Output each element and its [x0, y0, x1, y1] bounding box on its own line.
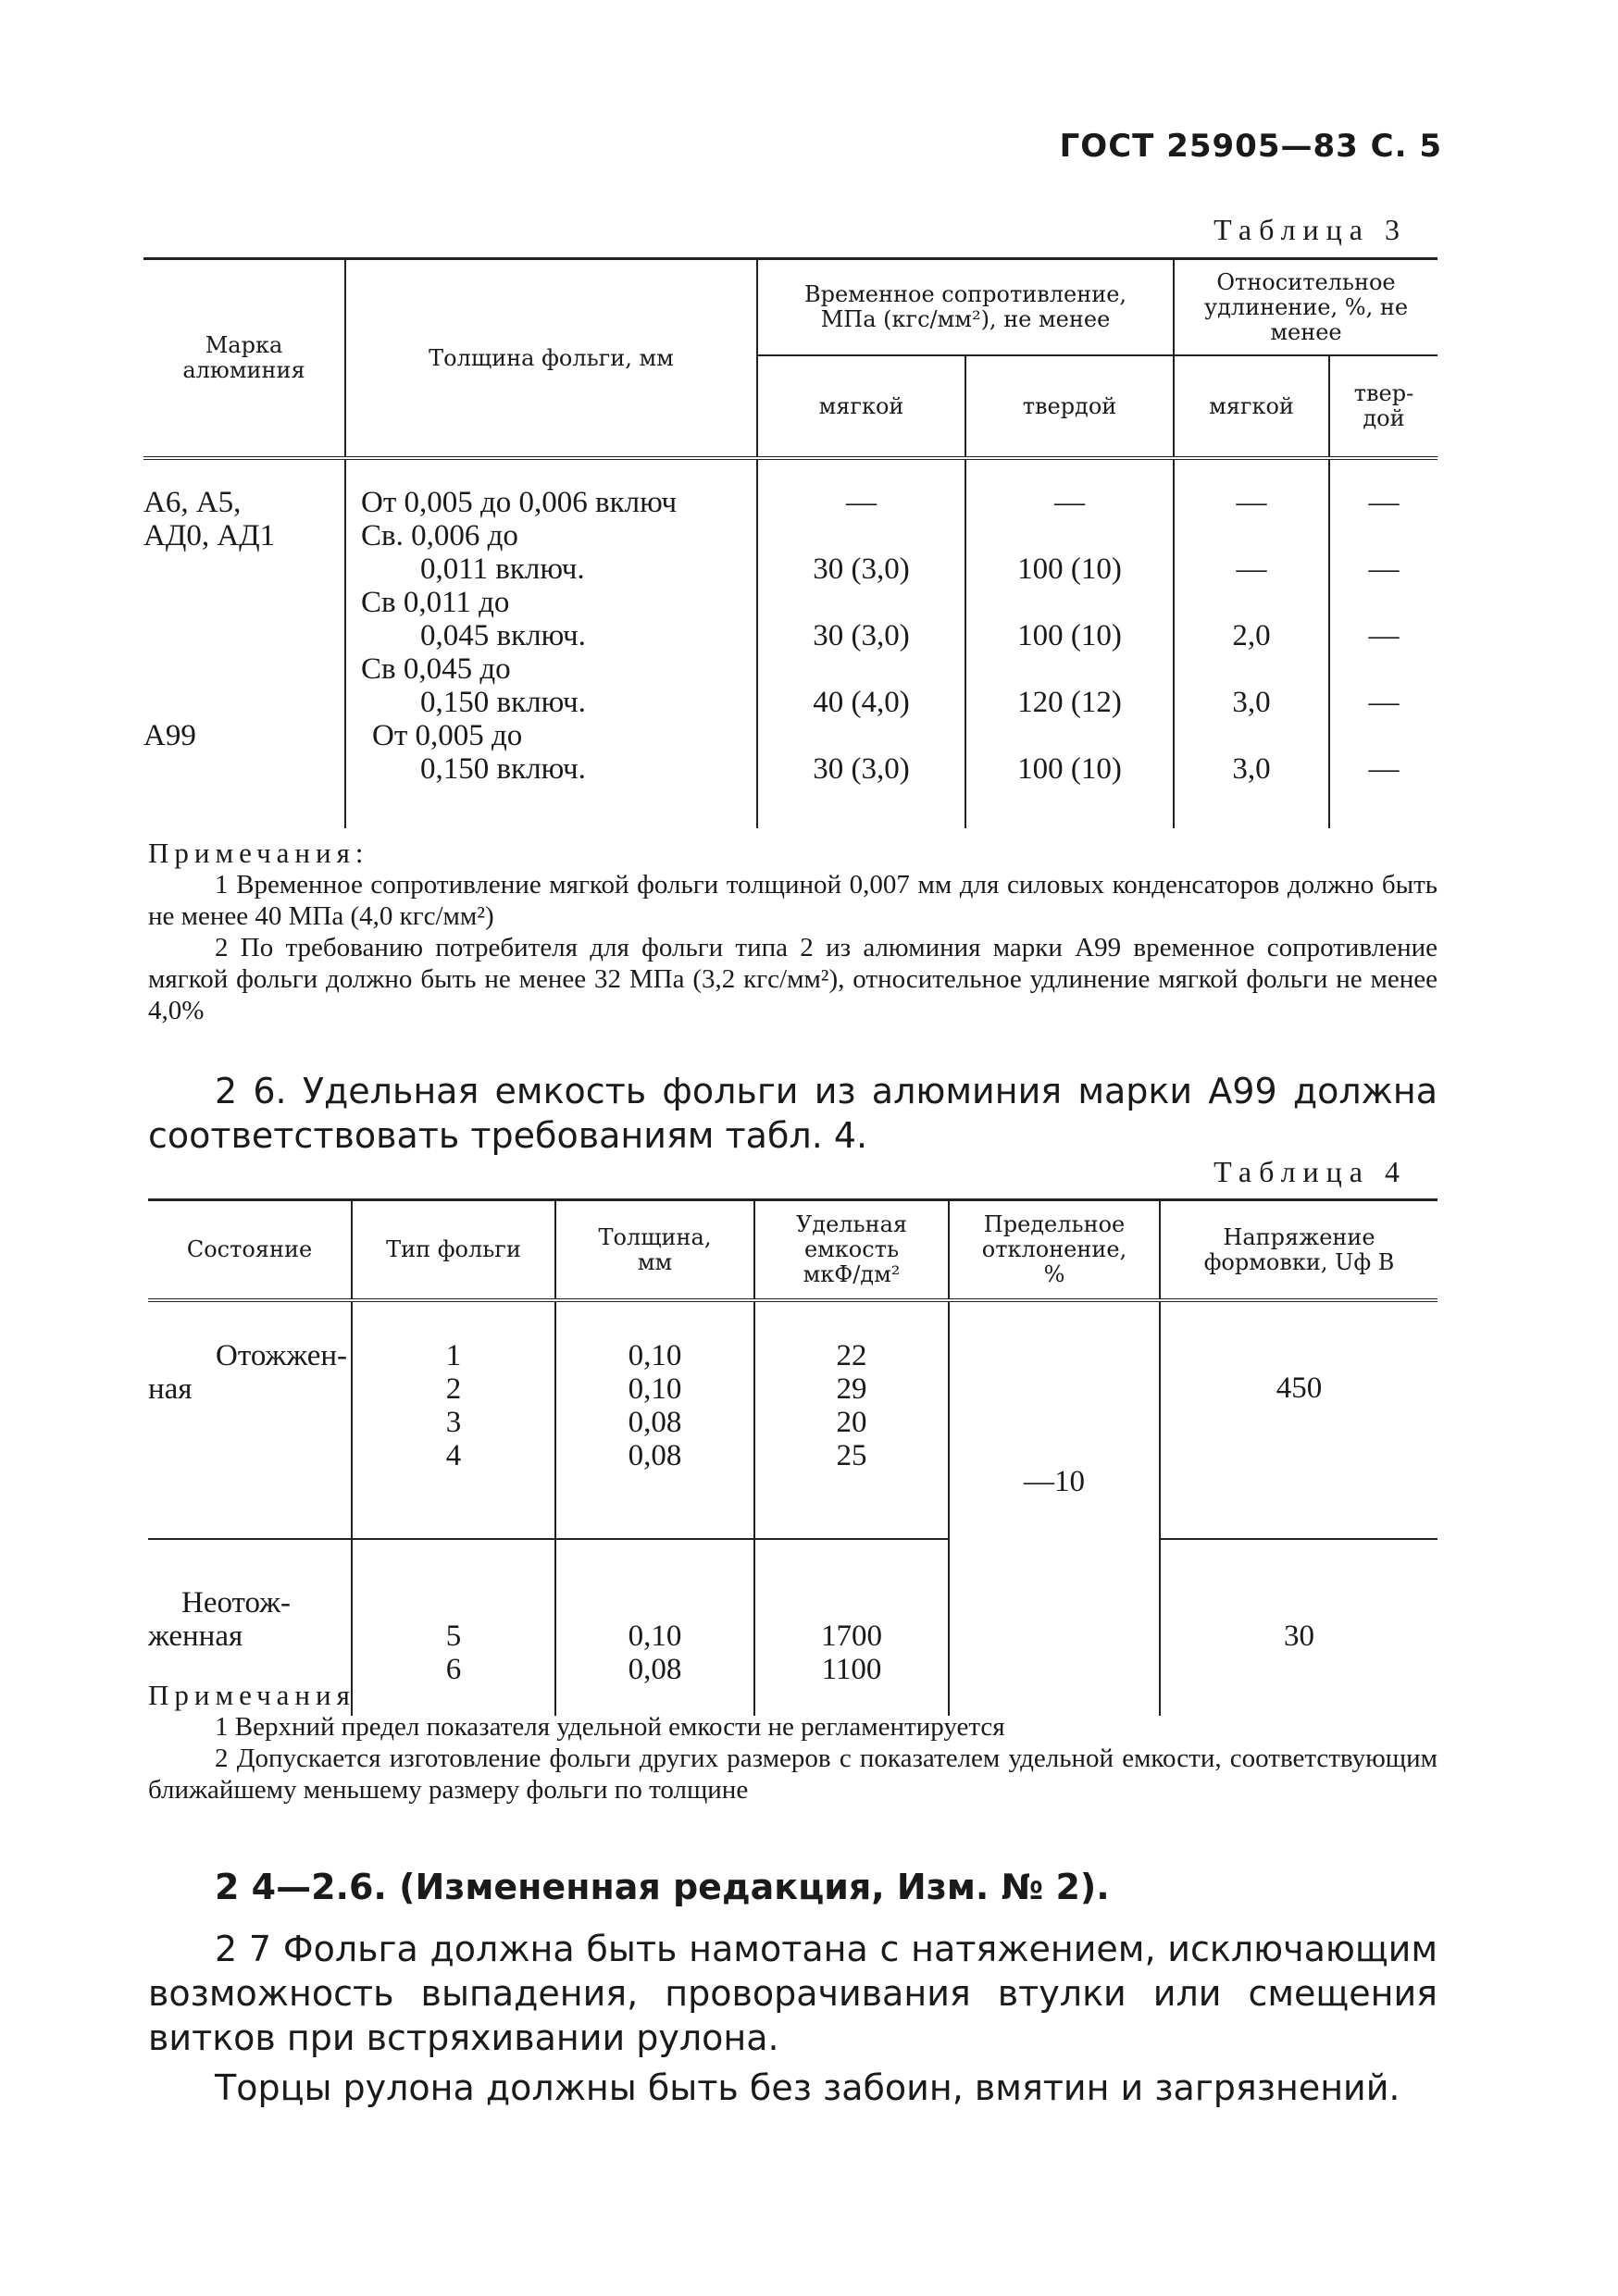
capacity-cell: [754, 1302, 949, 1539]
value-cell: —: [1236, 486, 1267, 519]
value-cell: 30 (3,0): [813, 752, 910, 786]
thickness-cell: [555, 1302, 754, 1539]
value-cell: —: [846, 486, 877, 519]
value-cell: [1175, 719, 1328, 752]
value-cell: 0,10: [628, 1620, 682, 1653]
grade-cell: [143, 586, 344, 619]
header-thickness: Толщина фольги, мм: [345, 260, 757, 458]
value-cell: 120 (12): [1017, 686, 1122, 719]
value-cell: [758, 519, 965, 552]
value-cell: [966, 719, 1173, 752]
value-cell: [758, 719, 965, 752]
value-cell: 25: [836, 1439, 867, 1472]
header-tensile-hard: твердой: [965, 355, 1174, 458]
grade-cell: [143, 552, 344, 586]
type-cell: [352, 1302, 555, 1539]
value-cell: [758, 652, 965, 686]
thickness-cell: Св 0,045 до: [361, 652, 511, 686]
value-cell: [1330, 652, 1438, 686]
value-cell: 1700: [821, 1620, 882, 1653]
tensile-soft-column: [757, 460, 965, 828]
paragraph-2-7: 2 7 Фольга должна быть намотана с натяжением, исключающим возможность выпадения, проворачивания втулки или смещения витков при встряхивании рулона.: [148, 1929, 1438, 2058]
value-cell: 5: [445, 1620, 462, 1653]
table4-notes: [148, 1680, 1438, 1806]
running-header: ГОСТ 25905—83 С. 5: [1059, 128, 1442, 165]
value-cell: 2,0: [1232, 619, 1271, 652]
value-cell: 3: [445, 1406, 462, 1439]
table-3: [143, 257, 1438, 828]
header-state: Состояние: [186, 1236, 313, 1262]
value-cell: —: [1368, 752, 1400, 786]
value-cell: 1100: [821, 1653, 882, 1686]
notes-heading: Примечания: [148, 1679, 355, 1711]
value-cell: [1330, 519, 1438, 552]
thickness-cell: От 0,005 до: [372, 719, 523, 752]
thickness-column: [345, 460, 757, 828]
note-item: 2 Допускается изготовление фольги других размеров с показателем удельной емкости, соответствующим ближайшему меньшему размеру фольги по толщине: [148, 1744, 1438, 1805]
thickness-cell: 0,011 включ.: [420, 552, 585, 586]
state-cell: [148, 1302, 352, 1539]
elong-hard-column: [1329, 460, 1438, 828]
grade-cell: [143, 619, 344, 652]
header-thickness: Толщина, мм: [555, 1201, 754, 1300]
grade-cell: А6, А5,: [143, 486, 242, 519]
state-line: ная: [148, 1372, 193, 1406]
header-deviation: Предельное отклонение, %: [949, 1201, 1160, 1300]
value-cell: 3,0: [1232, 752, 1271, 786]
paragraph-2-6: 2 6. Удельная емкость фольги из алюминия марки А99 должна соответствовать требованиям табл. 4.: [148, 1071, 1438, 1156]
value-cell: 20: [836, 1406, 867, 1439]
value-cell: —: [1368, 486, 1400, 519]
paragraph-change-note: 2 4—2.6. (Измененная редакция, Изм. № 2).: [215, 1867, 1110, 1907]
tensile-hard-column: [965, 460, 1174, 828]
thickness-cell: Св. 0,006 до: [361, 519, 518, 552]
note-item: 1 Временное сопротивление мягкой фольги толщиной 0,007 мм для силовых конденсаторов должно быть не менее 40 МПа (4,0 кгс/мм²): [148, 870, 1438, 931]
grade-column: [143, 460, 345, 828]
state-line: женная: [148, 1620, 243, 1653]
note-item: 2 По требованию потребителя для фольги типа 2 из алюминия марки А99 временное сопротивление мягкой фольги должно быть не менее 32 МПа (3,2 кгс/мм²), относительное удлинение мягкой фольги не менее 4,0%: [148, 933, 1438, 1025]
value-cell: 100 (10): [1017, 752, 1122, 786]
paragraph-2-7-cont: Торцы рулона должны быть без забоин, вмятин и загрязнений.: [215, 2067, 1400, 2108]
grade-cell: [143, 752, 344, 786]
value-cell: [1175, 652, 1328, 686]
value-cell: [1330, 586, 1438, 619]
value-cell: [1175, 519, 1328, 552]
value-cell: 4: [445, 1439, 462, 1472]
header-elong-hard: твер-дой: [1329, 355, 1438, 458]
header-capacity: Удельная емкость мкФ/дм²: [754, 1201, 949, 1300]
value-cell: 0,10: [628, 1339, 682, 1372]
state-line: Отожжен-: [216, 1339, 347, 1372]
value-cell: 100 (10): [1017, 552, 1122, 586]
header-elongation: Относительное удлинение, %, не менее: [1174, 260, 1438, 355]
grade-cell: АД0, АД1: [143, 519, 276, 552]
thickness-cell: От 0,005 до 0,006 включ: [361, 486, 678, 519]
value-cell: 29: [836, 1372, 867, 1406]
grade-cell: [143, 652, 344, 686]
value-cell: 22: [836, 1339, 867, 1372]
note-item: 1 Верхний предел показателя удельной емкости не регламентируется: [215, 1712, 1005, 1742]
grade-cell: [143, 686, 344, 719]
grade-cell: А99: [143, 719, 196, 752]
value-cell: —: [1368, 619, 1400, 652]
table-4: [148, 1198, 1438, 1716]
value-cell: —: [1368, 552, 1400, 586]
value-cell: [966, 586, 1173, 619]
value-cell: [966, 652, 1173, 686]
thickness-cell: 0,150 включ.: [420, 686, 586, 719]
thickness-cell: Св 0,011 до: [361, 586, 510, 619]
value-cell: 0,08: [628, 1406, 682, 1439]
table4-caption: Таблица 4: [1214, 1155, 1407, 1188]
value-cell: —: [1054, 486, 1085, 519]
notes-heading: Примечания:: [148, 837, 369, 869]
value-cell: [966, 519, 1173, 552]
header-elong-soft: мягкой: [1174, 355, 1329, 458]
thickness-cell: 0,045 включ.: [420, 619, 586, 652]
value-cell: 30 (3,0): [813, 619, 910, 652]
value-cell: 40 (4,0): [813, 686, 910, 719]
value-cell: 0,10: [628, 1372, 682, 1406]
value-cell: —: [1236, 552, 1267, 586]
value-cell: 0,08: [628, 1653, 682, 1686]
value-cell: 1: [445, 1339, 462, 1372]
voltage-cell: 30: [1160, 1540, 1438, 1716]
value-cell: 100 (10): [1017, 619, 1122, 652]
value-cell: [758, 586, 965, 619]
value-cell: [1330, 719, 1438, 752]
value-cell: 0,08: [628, 1439, 682, 1472]
state-line: Неотож-: [181, 1586, 291, 1620]
value-cell: [1175, 586, 1328, 619]
voltage-cell: 450: [1160, 1302, 1438, 1539]
header-tensile-soft: мягкой: [757, 355, 965, 458]
value-cell: 30 (3,0): [813, 552, 910, 586]
elong-soft-column: [1174, 460, 1329, 828]
value-cell: —: [1368, 686, 1400, 719]
header-voltage: Напряжение формовки, Uф В: [1160, 1201, 1438, 1300]
table3-caption: Таблица 3: [1214, 213, 1407, 246]
thickness-cell: 0,150 включ.: [420, 752, 586, 786]
table3-notes: [148, 838, 1438, 1026]
value-cell: 6: [445, 1653, 462, 1686]
value-cell: 3,0: [1232, 686, 1271, 719]
header-grade: Марка алюминия: [182, 332, 305, 383]
header-type: Тип фольги: [352, 1201, 555, 1300]
header-tensile: Временное сопротивление, МПа (кгс/мм²), не менее: [757, 260, 1174, 355]
value-cell: 2: [445, 1372, 462, 1406]
deviation-cell: —10: [949, 1302, 1160, 1716]
